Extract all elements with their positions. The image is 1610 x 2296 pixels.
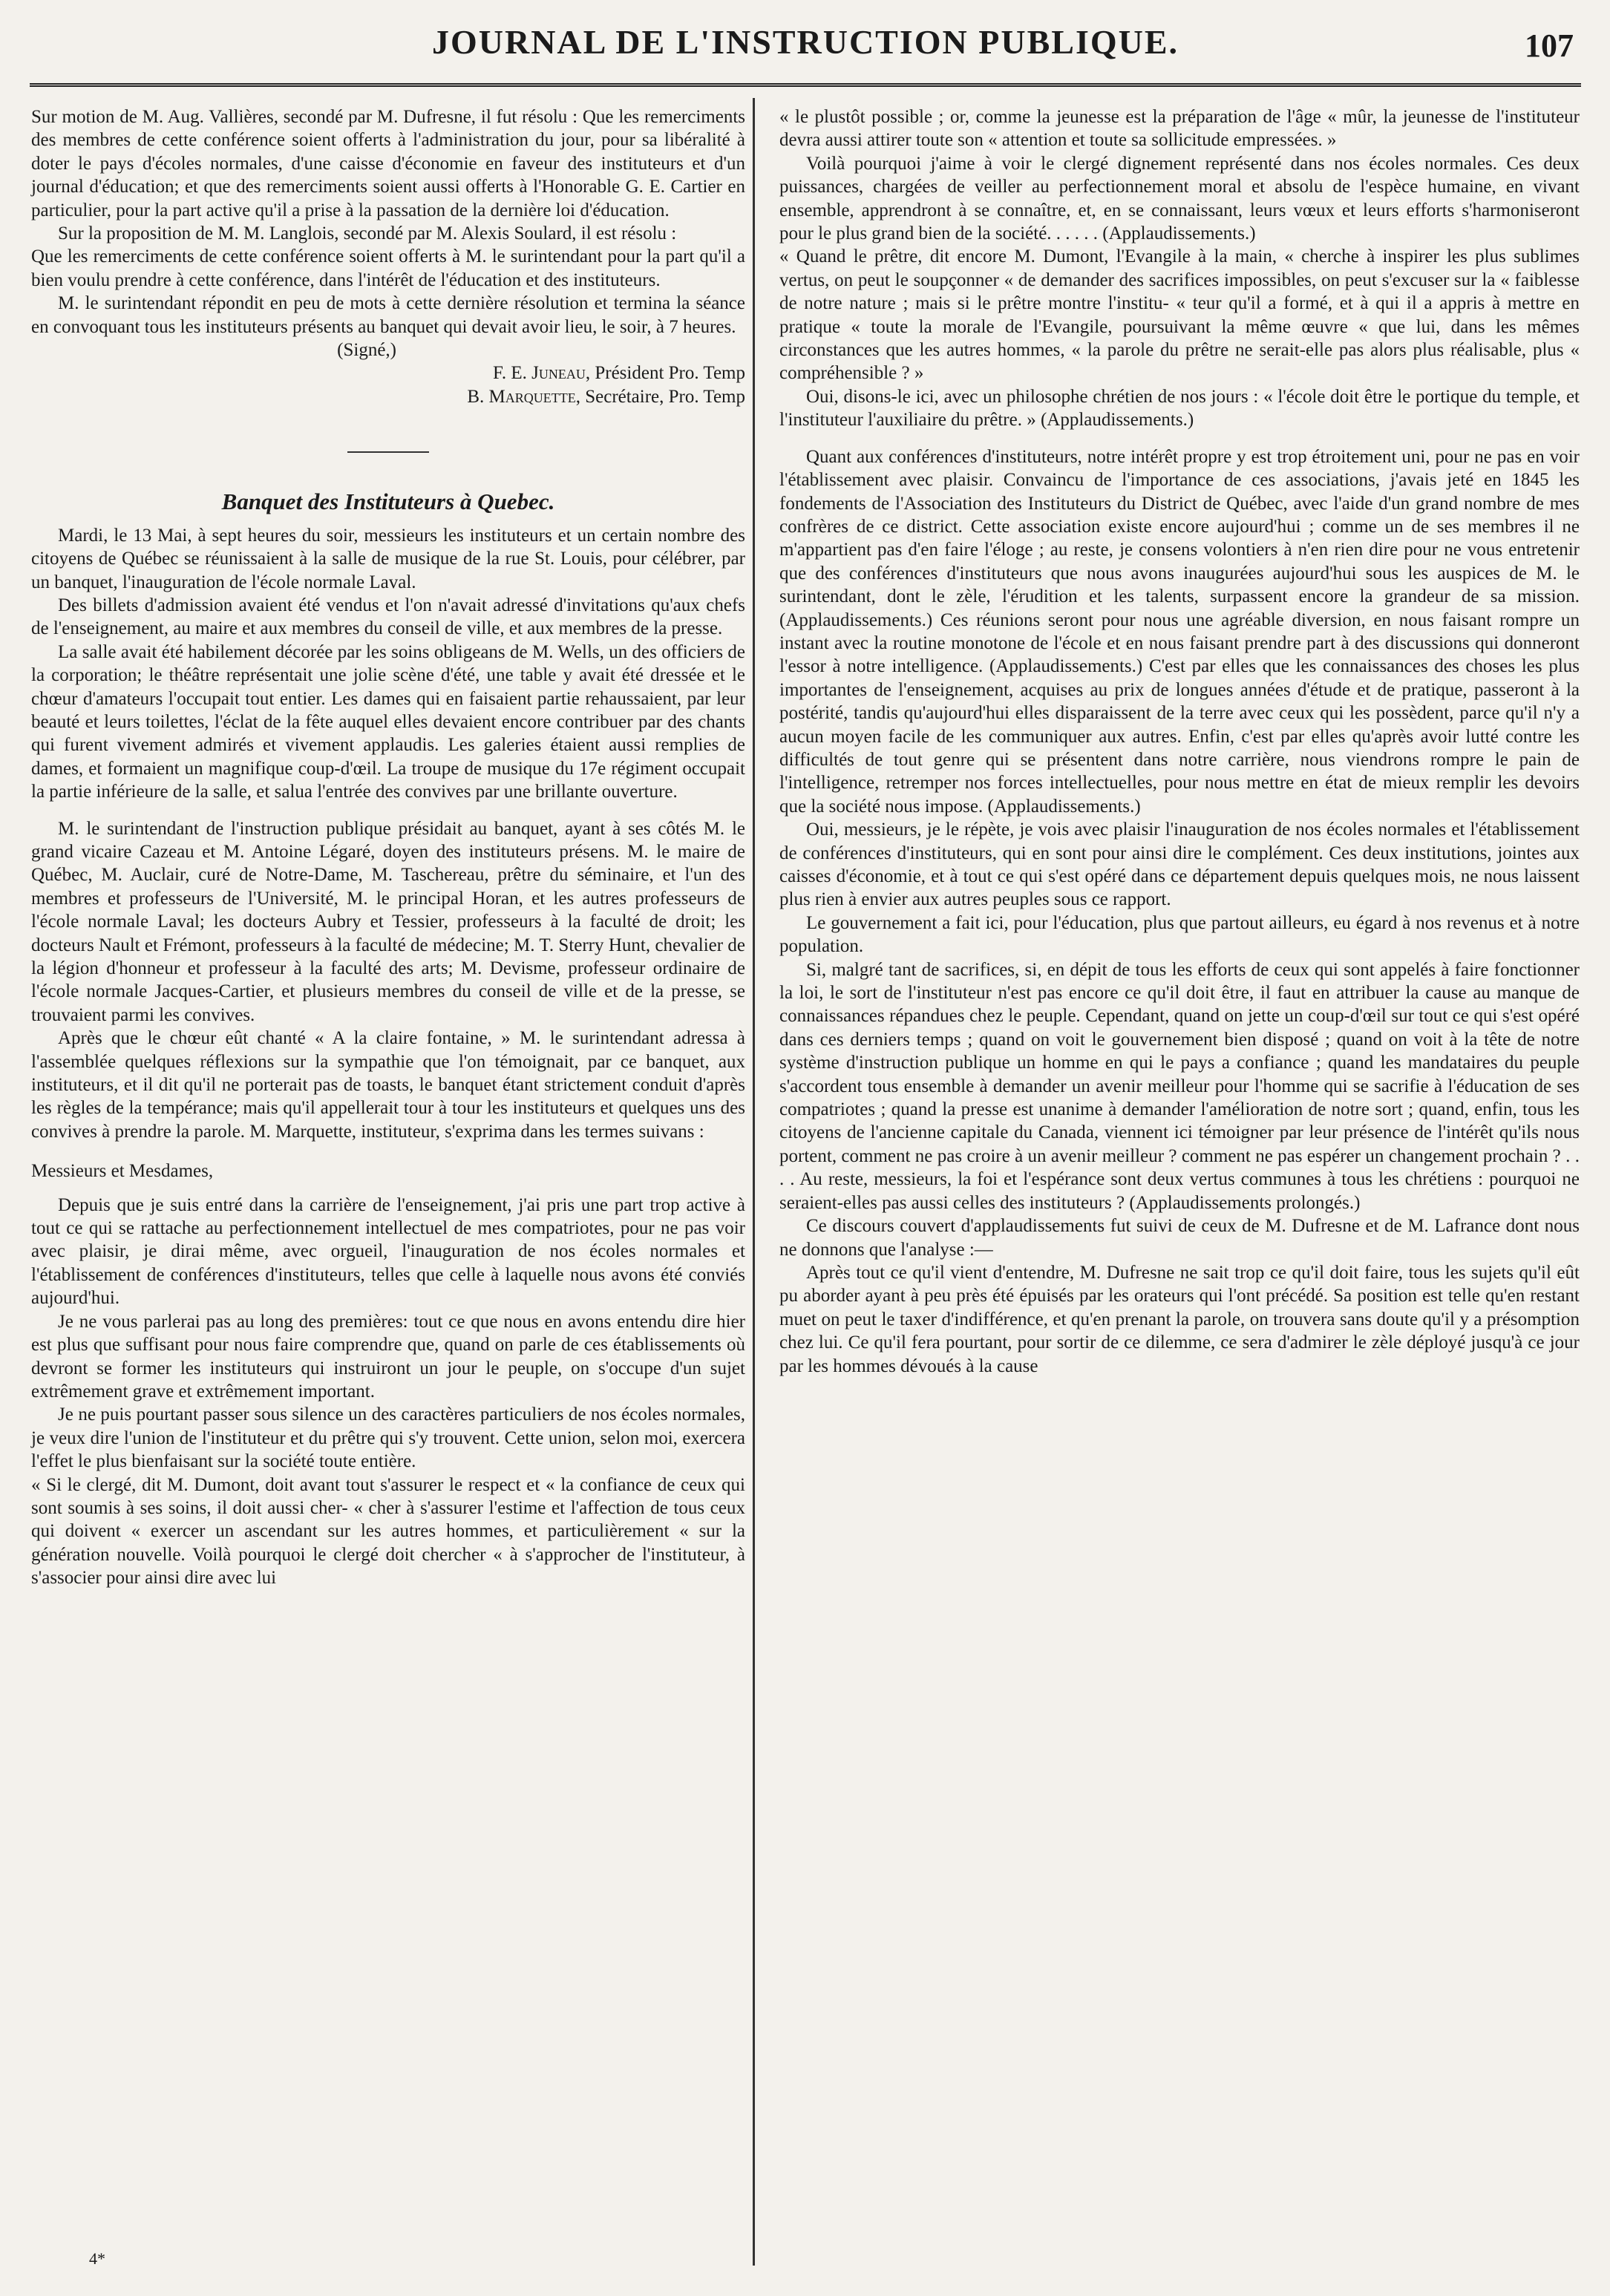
page-header bbox=[30, 22, 1581, 67]
paragraph: Je ne puis pourtant passer sous silence un des caractères particuliers de nos écoles normales, je veux dire l'union de l'instituteur et du prêtre qui s'y trouvent. Cette union, selon moi, exercera l'effet le plus bienfaisant sur la société toute entière. bbox=[31, 1404, 745, 1472]
paragraph: Je ne vous parlerai pas au long des premières: tout ce que nous en avons entendu dire hier est plus que suffisant pour nous faire comprendre que, quand on parle de ces établissements où devront se former les instituteurs qui instruiront un jour le peuple, on s'occupe d'un sujet extrêmement grave et extrêmement important. bbox=[31, 1311, 745, 1402]
quotation: « Si le clergé, dit M. Dumont, doit avant tout s'assurer le respect et « la confiance de ceux qui sont soumis à ses soins, il doit aussi cher- « cher à s'assurer l'estime et l'affection de tous ceux qui doivent « exercer un ascendant sur les autres hommes, et particulièrement « sur la génération nouvelle. Voilà pourquoi le clergé doit chercher « à s'approcher de l'instituteur, à s'associer pour ainsi dire avec lui bbox=[31, 1474, 745, 1589]
paragraph: Des billets d'admission avaient été vendus et l'on n'avait adressé d'invitations qu'aux chefs de l'enseignement, au maire et aux membres du conseil de ville, et aux membres de la presse. bbox=[31, 595, 745, 639]
header-rule bbox=[30, 83, 1581, 87]
paragraph: Mardi, le 13 Mai, à sept heures du soir, messieurs les instituteurs et un certain nombre des citoyens de Québec se réunissaient à la salle de musique de la rue St. Louis, pour célébrer, par un banquet, l'inauguration de l'école normale Laval. bbox=[31, 525, 745, 592]
paragraph: Depuis que je suis entré dans la carrière de l'enseignement, j'ai pris une part trop active à tout ce qui se rattache au perfectionnement intellectuel de mes compatriotes, pour ne pas voir avec plaisir, je dirai même, avec orgueil, l'inauguration de nos écoles normales et l'établissement de conférences d'instituteurs, telles que celle à laquelle nous avons été conviés aujourd'hui. bbox=[31, 1194, 745, 1309]
paragraph: Oui, messieurs, je le répète, je vois avec plaisir l'inauguration de nos écoles normales et l'établissement de conférences d'instituteurs, qui en sont pour ainsi dire le complément. Ces deux institutions, jointes aux caisses d'économie, et à tout ce qui s'est opéré dans ce département depuis quelques mois, ne nous laissent plus rien à envier aux autres peuples sous ce rapport. bbox=[779, 820, 1580, 910]
paragraph: M. le surintendant de l'instruction publique présidait au banquet, ayant à ses côtés M. le grand vicaire Cazeau et M. Antoine Légaré, doyen des instituteurs présens. M. le maire de Québec, M. Auclair, curé de Notre-Dame, M. Taschereau, prêtre du séminaire, et l'un des membres et professeurs de l'Université, M. le principal Horan, et les autres professeurs de l'école normale Laval; les docteurs Aubry et Tessier, professeurs à la faculté de droit; les docteurs Nault et Frémont, professeurs à la faculté de médecine; M. T. Sterry Hunt, chevalier de la légion d'honneur et professeur à la faculté des arts; M. Devisme, professeur ordinaire de l'école normale Jacques-Cartier, et plusieurs membres du conseil de ville et de la presse, se trouvaient parmi les convives. bbox=[31, 818, 745, 1025]
paragraph: Le gouvernement a fait ici, pour l'éducation, plus que partout ailleurs, eu égard à nos revenus et à notre population. bbox=[779, 912, 1580, 957]
right-column bbox=[779, 105, 1580, 1378]
column-divider bbox=[753, 98, 755, 2266]
paragraph: Si, malgré tant de sacrifices, si, en dépit de tous les efforts de ceux qui sont appelés à faire fonctionner la loi, le sort de l'instituteur n'est pas encore ce qu'il doit être, il faut en attribuer la cause au manque de connaissances répandues chez le peuple. Cependant, quand on jette un coup-d'œil sur tout ce qui s'est opéré dans ces derniers temps ; quand on voit le gouvernement bien disposé ; quand on voit à la tête de notre système d'instruction publique un homme en qui le pays a confiance ; quand les mandataires du peuple s'accordent tous ensemble à demander un avenir meilleur pour l'homme qui se sacrifie à l'éducation de ses compatriotes ; quand la presse est unanime à demander l'amélioration de notre sort ; quand, enfin, tous les citoyens de l'ancienne capitale du Canada, viennent ici témoigner par leur présence de l'intérêt qu'ils nous portent, comment ne pas croire à un avenir meilleur ? comment ne pas espérer un changement prochain ? . . . . Au reste, messieurs, la foi et l'espérance sont deux vertus communes à tous les chrétiens : pourquoi ne seraient-elles pas aussi celles des instituteurs ? (Applaudissements prolongés.) bbox=[779, 959, 1580, 1213]
section-separator bbox=[347, 451, 429, 453]
paragraph: Après que le chœur eût chanté « A la claire fontaine, » M. le surintendant adressa à l'assemblée quelques réflexions sur la sympathie que l'on témoignait, par ce banquet, aux instituteurs, et il dit qu'il ne porterait pas de toasts, le banquet étant strictement conduit d'après les règles de la tempérance; mais qu'il appellerait tour à tour les instituteurs et quelques uns des convives à prendre la parole. M. Marquette, instituteur, s'exprima dans les termes suivans : bbox=[31, 1028, 745, 1142]
paragraph-gap bbox=[31, 804, 745, 817]
signatory-name: F. E. Juneau, bbox=[492, 363, 591, 384]
paragraph: Oui, disons-le ici, avec un philosophe chrétien de nos jours : « l'école doit être le portique du temple, et l'instituteur l'auxiliaire du prêtre. » (Applaudissements.) bbox=[779, 386, 1580, 431]
paragraph: Ce discours couvert d'applaudissements fut suivi de ceux de M. Dufresne et de M. Lafrance dont nous ne donnons que l'analyse :— bbox=[779, 1216, 1580, 1260]
journal-title: JOURNAL DE L'INSTRUCTION PUBLIQUE. bbox=[431, 23, 1179, 61]
quotation: « Quand le prêtre, dit encore M. Dumont, l'Evangile à la main, « cherche à inspirer les plus sublimes vertus, on peut le soupçonner « de demander des sacrifices impossibles, on peut s'excuser sur la « faiblesse de notre nature ; mais si le prêtre montre l'institu- « teur qu'il a formé, et à qui il a appris à mettre en pratique « toute la morale de l'Evangile, poursuivant la même œuvre « que lui, dans les mêmes circonstances que les autres hommes, « la parole du prêtre ne serait-elle pas alors plus réalisable, plus « compréhensible ? » bbox=[779, 246, 1580, 384]
page-number: 107 bbox=[1525, 27, 1574, 64]
signatory-role: Président Pro. Temp bbox=[590, 363, 745, 384]
signature-line bbox=[31, 362, 745, 385]
left-column bbox=[31, 105, 745, 1590]
paragraph: Que les remerciments de cette conférence soient offerts à M. le surintendant pour la part qu'il a bien voulu prendre à cette conférence, dans l'intérêt de l'éducation et des instituteurs. bbox=[31, 246, 745, 290]
signatory-role: Secrétaire, Pro. Temp bbox=[580, 386, 745, 407]
signature-line bbox=[31, 385, 745, 408]
paragraph: M. le surintendant répondit en peu de mots à cette dernière résolution et termina la séance en convoquant tous les instituteurs présents au banquet qui devait avoir lieu, le soir, à 7 heures. bbox=[31, 293, 745, 337]
quotation: « le plustôt possible ; or, comme la jeunesse est la préparation de l'âge « mûr, la jeunesse de l'instituteur devra aussi attirer toute son « attention et toute sa sollicitude empressées. » bbox=[779, 107, 1580, 151]
paragraph: La salle avait été habilement décorée par les soins obligeans de M. Wells, un des officiers de la corporation; le théâtre représentait une jolie scène d'été, une table y avait été dressée et le chœur d'amateurs l'occupait tout entier. Les dames qui en faisaient partie rehaussaient, par leur beauté et leurs toilettes, l'éclat de la fête auquel elles devaient encore contribuer par des chants qui furent vivement admirés et vivement applaudis. Les galeries étaient aussi remplies de dames, et formaient un magnifique coup-d'œil. La troupe de musique du 17e régiment occupait la partie inférieure de la salle, et salua l'entrée des convives par une brillante ouverture. bbox=[31, 641, 745, 802]
paragraph: Après tout ce qu'il vient d'entendre, M. Dufresne ne sait trop ce qu'il doit faire, tous les sujets qu'il eût pu aborder ayant à peu près été épuisés par les orateurs qui l'ont précédé. Sa position est telle qu'en restant muet on peut le taxer d'indifférence, et qu'en prenant la parole, on trouvera sans doute qu'il y a présomption chez lui. Ce qu'il fera pourtant, pour sortir de ce dilemme, ce sera d'admirer le zèle déployé jusqu'à ce jour par les hommes dévoués à la cause bbox=[779, 1262, 1580, 1376]
section-title: Banquet des Instituteurs à Quebec. bbox=[221, 488, 555, 515]
paragraph: Sur la proposition de M. M. Langlois, secondé par M. Alexis Soulard, il est résolu : bbox=[58, 223, 677, 244]
salutation: Messieurs et Mesdames, bbox=[31, 1161, 214, 1182]
paragraph: Sur motion de M. Aug. Vallières, secondé par M. Dufresne, il fut résolu : Que les remerciments des membres de cette conférence soient offerts à l'administration du jour, pour sa libéralité à doter le pays d'écoles normales, d'une caisse d'économie en faveur des instituteurs et d'un journal d'éducation; et que des remerciments soient aussi offerts à l'Honorable G. E. Cartier en particulier, pour la part active qu'il a prise à la passation de la dernière loi d'éducation. bbox=[31, 107, 745, 220]
paragraph-gap bbox=[779, 432, 1580, 445]
signatory-name: B. Marquette, bbox=[467, 386, 580, 407]
paragraph: Voilà pourquoi j'aime à voir le clergé dignement représenté dans nos écoles normales. Ces deux puissances, chargées de veiller au perfectionnement moral et absolu de l'espèce humaine, en vivant ensemble, apprendront à se connaître, et, en se connaissant, leurs vœux et leurs efforts s'harmoniseront pour le plus grand bien de la société. . . . . . (Applaudissements.) bbox=[779, 153, 1580, 244]
paragraph: Quant aux conférences d'instituteurs, notre intérêt propre y est trop étroitement uni, pour ne pas en voir l'établissement avec plaisir. Convaincu de l'importance de ces associations, j'avais jeté en 1845 les fondements de l'Association des Instituteurs du District de Québec, avec l'aide d'un grand nombre de mes confrères de ce district. Cette association existe encore aujourd'hui ; comme un de ses membres il ne m'appartient pas d'en faire l'éloge ; au reste, je consens volontiers à n'en rien dire pour ne vous entretenir que des conférences d'instituteurs que nous avons inaugurées aujourd'hui sous les auspices de M. le surintendant, dont le zèle, l'érudition et les talents, surpassent encore la grandeur de sa mission. (Applaudissements.) Ces réunions seront pour nous une agréable diversion, en nous faisant rompre un instant avec la routine monotone de l'école et en nous faisant prendre part à des discussions qui donneront l'essor à notre intelligence. (Applaudissements.) C'est par elles que les connaissances des choses les plus importantes de l'enseignement, acquises au prix de longues années d'étude et de pratique, passeront à la postérité, tandis qu'aujourd'hui elles disparaissent de la terre avec ceux qui les possèdent, parce qu'il n'y a aucun moyen facile de les communiquer aux autres. Enfin, c'est par elles qu'après avoir lutté contre les difficultés de tout genre qui se présentent dans notre carrière, nous viendrons rompre le pain de l'intelligence, retremper nos forces intellectuelles, pour nous mettre en état de mieux remplir les devoirs que la société nous impose. (Applaudissements.) bbox=[779, 446, 1580, 817]
signed-label: (Signé,) bbox=[337, 340, 396, 361]
footer-mark: 4* bbox=[89, 2249, 105, 2268]
